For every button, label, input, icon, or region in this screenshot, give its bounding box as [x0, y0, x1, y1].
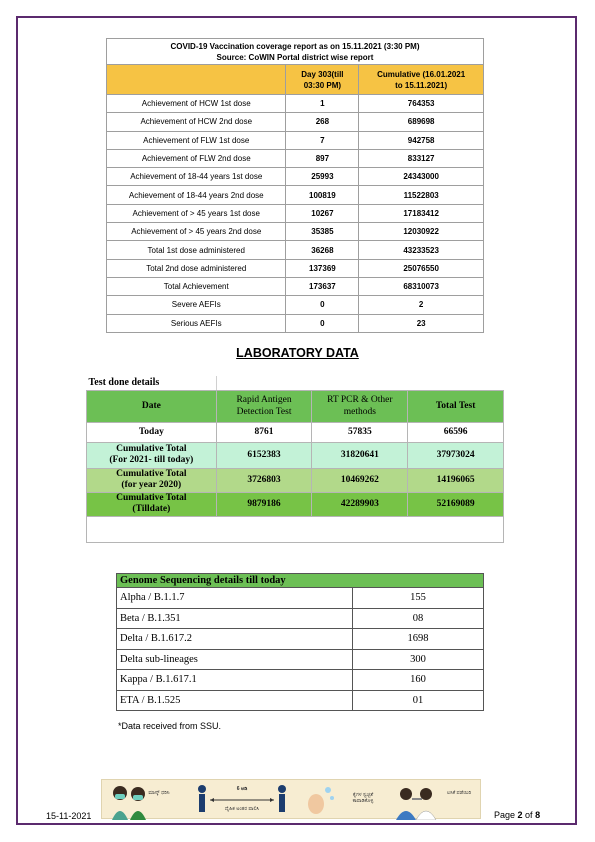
vaccination-row-cumulative: 25076550 [359, 259, 484, 277]
vaccination-row-day: 173637 [286, 277, 359, 295]
lab-cum2020-label [87, 468, 217, 492]
vaccination-row-label: Total 1st dose administered [107, 241, 286, 259]
vaccination-row-cumulative: 12030922 [359, 223, 484, 241]
genome-row [117, 608, 484, 629]
lab-row-today [87, 422, 504, 442]
handwash-icon [302, 780, 342, 820]
vaccination-row [107, 277, 484, 295]
vaccination-row-day: 268 [286, 113, 359, 131]
vaccination-row [107, 168, 484, 186]
vaccination-row [107, 95, 484, 113]
banner-text-handwash: ಕೈಗಳ ಸ್ವಚ್ಛತೆ ಕಾಪಾಡಿಕೊಳ್ಳಿ [352, 792, 374, 804]
vaccination-row [107, 131, 484, 149]
footer-date: 15-11-2021 [46, 811, 92, 821]
mask-people-icon [106, 780, 166, 820]
genome-variant-name: Alpha / B.1.1.7 [117, 588, 353, 609]
lab-cum2020-total: 14196065 [408, 468, 504, 492]
lab-cumall-label [87, 492, 217, 516]
lab-cumall-rtpcr: 42289903 [312, 492, 408, 516]
vaccination-row-label: Achievement of > 45 years 2nd dose [107, 223, 286, 241]
vaccination-row-cumulative: 942758 [359, 131, 484, 149]
lab-caption: Test done details [87, 376, 217, 390]
header-day [286, 65, 359, 95]
lab-header-rat [216, 390, 312, 422]
vaccination-row-label: Serious AEFIs [107, 314, 286, 332]
lab-cum2021-rat: 6152383 [216, 442, 312, 468]
lab-cum2021-total: 37973024 [408, 442, 504, 468]
page-current: 2 [517, 810, 523, 820]
lab-row-blank [87, 516, 504, 542]
vaccination-row [107, 314, 484, 332]
vaccination-row-label: Achievement of FLW 1st dose [107, 131, 286, 149]
genome-variant-name: Kappa / B.1.617.1 [117, 670, 353, 691]
covid-awareness-banner [101, 779, 481, 819]
lab-header-date: Date [87, 390, 217, 422]
data-source-note: *Data received from SSU. [118, 721, 222, 731]
genome-variant-name: Delta sub-lineages [117, 649, 353, 670]
banner-text-distancing: ದೈಹಿಕ ಅಂತರ ಪಾಲಿಸಿ [224, 806, 260, 812]
vaccination-row-label: Severe AEFIs [107, 296, 286, 314]
vaccination-row [107, 223, 484, 241]
genome-variant-count: 08 [353, 608, 484, 629]
vaccination-row [107, 186, 484, 204]
genome-variant-name: ETA / B.1.525 [117, 690, 353, 711]
lab-header-total: Total Test [408, 390, 504, 422]
vaccination-row-day: 36268 [286, 241, 359, 259]
vaccination-row-cumulative: 68310073 [359, 277, 484, 295]
lab-header-rat-line2: Detection Test [236, 407, 292, 417]
vaccination-row-cumulative: 764353 [359, 95, 484, 113]
lab-cumall-label-line2: (Tilldate) [132, 504, 171, 514]
lab-cum2020-rtpcr: 10469262 [312, 468, 408, 492]
genome-row [117, 649, 484, 670]
genome-title: Genome Sequencing details till today [117, 574, 484, 588]
vaccination-row-label: Achievement of 18-44 years 2nd dose [107, 186, 286, 204]
vaccination-title-line2: Source: CoWIN Portal district wise report [216, 52, 374, 62]
lab-header-rtpcr [312, 390, 408, 422]
lab-cumall-rat: 9879186 [216, 492, 312, 516]
vaccination-row-cumulative: 23 [359, 314, 484, 332]
vaccination-row-cumulative: 11522803 [359, 186, 484, 204]
vaccination-row-label: Total 2nd dose administered [107, 259, 286, 277]
lab-cum2020-rat: 3726803 [216, 468, 312, 492]
vaccination-row-day: 0 [286, 296, 359, 314]
genome-row [117, 670, 484, 691]
vaccination-row-label: Achievement of > 45 years 1st dose [107, 204, 286, 222]
vaccination-row-cumulative: 17183412 [359, 204, 484, 222]
lab-row-cumulative-2021 [87, 442, 504, 468]
vaccination-row [107, 241, 484, 259]
lab-today-label: Today [87, 422, 217, 442]
genome-variant-count: 160 [353, 670, 484, 691]
vaccination-row-label: Achievement of HCW 2nd dose [107, 113, 286, 131]
banner-text-vaccine: ಲಸಿಕೆ ಪಡೆಯಿರಿ [446, 790, 472, 796]
lab-row-cumulative-2020 [87, 468, 504, 492]
lab-cumall-total: 52169089 [408, 492, 504, 516]
vaccination-row-cumulative: 833127 [359, 149, 484, 167]
lab-cumall-label-line1: Cumulative Total [116, 493, 187, 503]
header-day-line1: Day 303(till [301, 69, 344, 79]
lab-today-rat: 8761 [216, 422, 312, 442]
vaccination-row-cumulative: 43233523 [359, 241, 484, 259]
vaccination-row-label: Achievement of HCW 1st dose [107, 95, 286, 113]
lab-header-rat-line1: Rapid Antigen [236, 395, 292, 405]
page-total: 8 [535, 810, 541, 820]
banner-distance: 6 ಅಡಿ [236, 786, 248, 792]
genome-variant-name: Beta / B.1.351 [117, 608, 353, 629]
header-day-line2: 03:30 PM) [303, 80, 342, 90]
genome-variant-count: 300 [353, 649, 484, 670]
vaccination-coverage-table [106, 38, 484, 333]
genome-variant-name: Delta / B.1.617.2 [117, 629, 353, 650]
header-cum-line2: to 15.11.2021) [395, 80, 448, 90]
vaccination-row-day: 0 [286, 314, 359, 332]
laboratory-table [86, 376, 504, 543]
lab-cum2021-label-line1: Cumulative Total [116, 444, 187, 454]
lab-today-total: 66596 [408, 422, 504, 442]
vaccination-row [107, 149, 484, 167]
vaccination-row-day: 35385 [286, 223, 359, 241]
vaccination-row-cumulative: 2 [359, 296, 484, 314]
header-cumulative [359, 65, 484, 95]
vaccination-row-label: Achievement of 18-44 years 1st dose [107, 168, 286, 186]
header-cum-line1: Cumulative (16.01.2021 [377, 69, 466, 79]
vaccination-table-title [107, 39, 484, 65]
lab-cum2021-rtpcr: 31820641 [312, 442, 408, 468]
lab-cum2020-label-line1: Cumulative Total [116, 469, 187, 479]
vaccination-row-day: 25993 [286, 168, 359, 186]
laboratory-data-title: LABORATORY DATA [236, 346, 359, 360]
lab-cum2020-label-line2: (for year 2020) [121, 480, 182, 490]
lab-today-rtpcr: 57835 [312, 422, 408, 442]
vaccination-row-cumulative: 24343000 [359, 168, 484, 186]
vaccination-title-line1: COVID-19 Vaccination coverage report as on 15.11.2021 (3:30 PM) [170, 41, 420, 51]
vaccination-row-cumulative: 689698 [359, 113, 484, 131]
lab-cum2021-label-line2: (For 2021- till today) [109, 455, 194, 465]
vaccination-row [107, 259, 484, 277]
genome-sequencing-table [116, 573, 484, 711]
lab-header-row [87, 390, 504, 422]
lab-header-rtpcr-line2: methods [343, 407, 376, 417]
vaccination-row-day: 897 [286, 149, 359, 167]
lab-row-cumulative-tilldate [87, 492, 504, 516]
banner-text-mask: ಮಾಸ್ಕ್ ಧರಿಸಿ [148, 790, 170, 796]
vaccine-icon [392, 780, 442, 820]
genome-variant-count: 155 [353, 588, 484, 609]
page-prefix: Page [494, 810, 518, 820]
vaccination-row-label: Achievement of FLW 2nd dose [107, 149, 286, 167]
vaccination-row [107, 204, 484, 222]
vaccination-row-label: Total Achievement [107, 277, 286, 295]
vaccination-row-day: 10267 [286, 204, 359, 222]
vaccination-row-day: 1 [286, 95, 359, 113]
vaccination-row [107, 296, 484, 314]
vaccination-row [107, 113, 484, 131]
genome-row [117, 629, 484, 650]
genome-variant-count: 1698 [353, 629, 484, 650]
genome-row [117, 588, 484, 609]
page-number [494, 810, 540, 820]
vaccination-row-day: 7 [286, 131, 359, 149]
vaccination-row-day: 137369 [286, 259, 359, 277]
lab-cum2021-label [87, 442, 217, 468]
page-mid: of [522, 810, 536, 820]
genome-variant-count: 01 [353, 690, 484, 711]
header-blank [107, 65, 286, 95]
vaccination-row-day: 100819 [286, 186, 359, 204]
vaccination-header-row [107, 65, 484, 95]
lab-header-rtpcr-line1: RT PCR & Other [327, 395, 393, 405]
genome-row [117, 690, 484, 711]
